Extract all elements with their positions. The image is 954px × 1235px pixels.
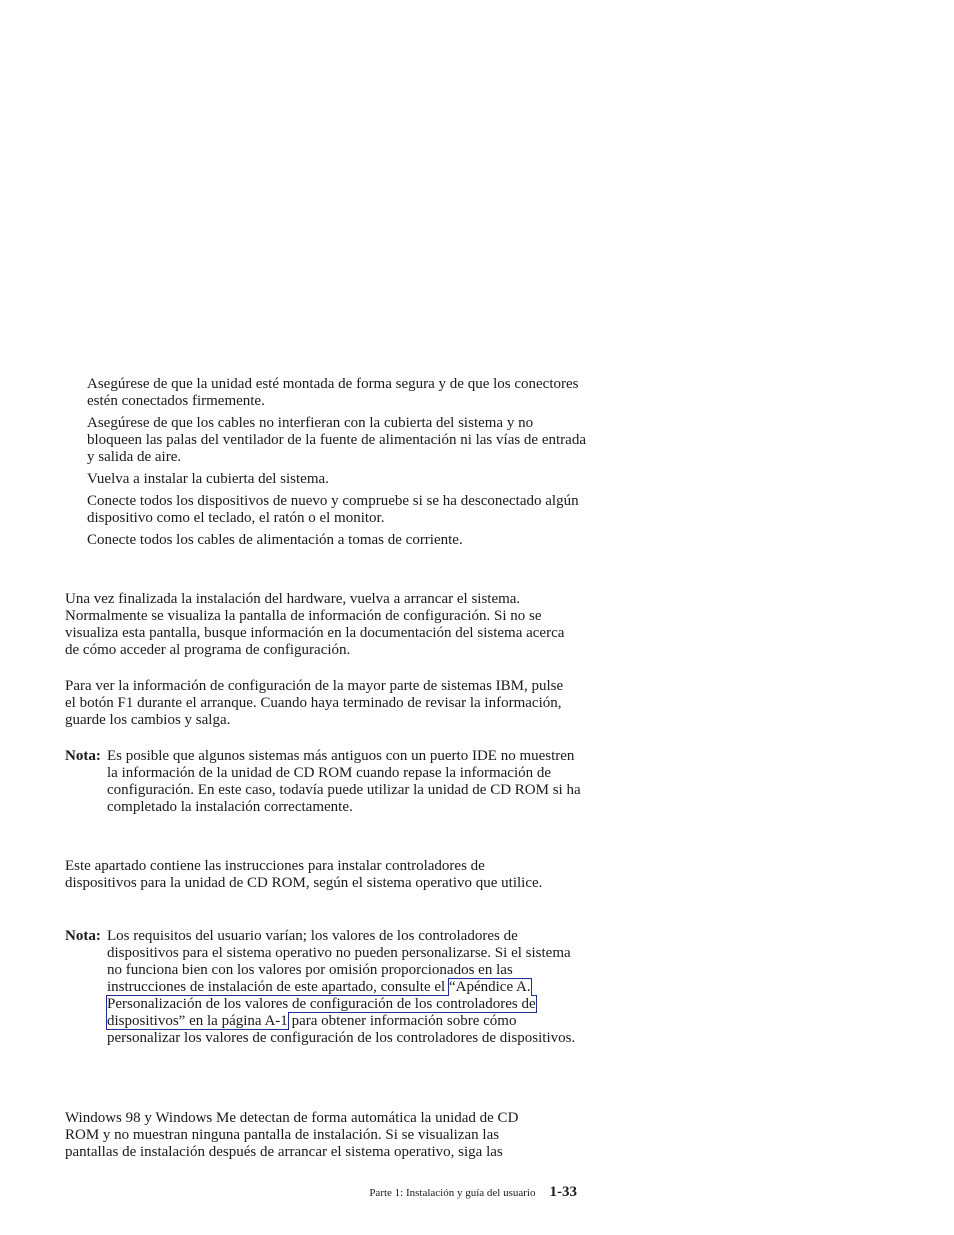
note-label: Nota: (65, 928, 101, 944)
config-paragraph-1: Una vez finalizada la instalación del hardware, vuelva a arrancar el sistema. Normalmente se visualiza la pantalla de información de configuración. Si no se visualiza esta pantalla, busque información en la documentación del sistema acerca de cómo acceder al programa de configuración. (65, 591, 565, 658)
step-cables-clear: Asegúrese de que los cables no interfieran con la cubierta del sistema y no bloqueen las palas del ventilador de la fuente de alimentación ni las vías de entrada y salida de aire. (87, 415, 586, 465)
note-text-before: Los requisitos del usuario varían; los valores de los controladores de dispositivos para el sistema operativo no pueden personalizarse. Si el sistema no funciona bien con los valores por omisión proporcionados en las instrucciones de instalación de este apartado, consulte el (107, 928, 571, 995)
appendix-a-link[interactable]: “Apéndice A. Personalización de los valores de configuración de los controladores de dispositivos” en la página A-1 (107, 979, 536, 1029)
config-paragraph-2: Para ver la información de configuración de la mayor parte de sistemas IBM, pulse el botón F1 durante el arranque. Cuando haya terminado de revisar la información, guarde los cambios y salga. (65, 678, 564, 728)
page-number: 1-33 (549, 1184, 577, 1200)
note-text: Es posible que algunos sistemas más antiguos con un puerto IDE no muestren la información de la unidad de CD ROM cuando repase la información de configuración. En este caso, todavía puede utilizar la unidad de CD ROM si ha completado la instalación correctamente. (107, 748, 581, 815)
note-label: Nota: (65, 748, 101, 764)
drivers-paragraph-1: Este apartado contiene las instrucciones para instalar controladores de dispositivos para la unidad de CD ROM, según el sistema operativo que utilice. (65, 858, 543, 891)
drivers-note (65, 928, 585, 1047)
step-reconnect-devices: Conecte todos los dispositivos de nuevo y compruebe si se ha desconectado algún dispositivo como el teclado, el ratón o el monitor. (87, 493, 579, 526)
footer-text: Parte 1: Instalación y guía del usuario (369, 1187, 536, 1199)
config-note (65, 748, 585, 816)
windows-paragraph-1: Windows 98 y Windows Me detectan de forma automática la unidad de CD ROM y no muestran ninguna pantalla de instalación. Si se visualizan las pantallas de instalación después de arrancar el sistema operativo, siga las (65, 1110, 519, 1160)
page-footer (369, 1183, 577, 1201)
drivers-note-text (107, 928, 585, 1047)
step-connect-power: Conecte todos los cables de alimentación a tomas de corriente. (87, 532, 463, 548)
step-secure-drive: Asegúrese de que la unidad esté montada de forma segura y de que los conectores estén conectados firmemente. (87, 376, 579, 409)
note-text-after: para obtener información sobre cómo personalizar los valores de configuración de los controladores de dispositivos. (107, 1013, 576, 1046)
step-reinstall-cover: Vuelva a instalar la cubierta del sistema. (87, 471, 329, 487)
